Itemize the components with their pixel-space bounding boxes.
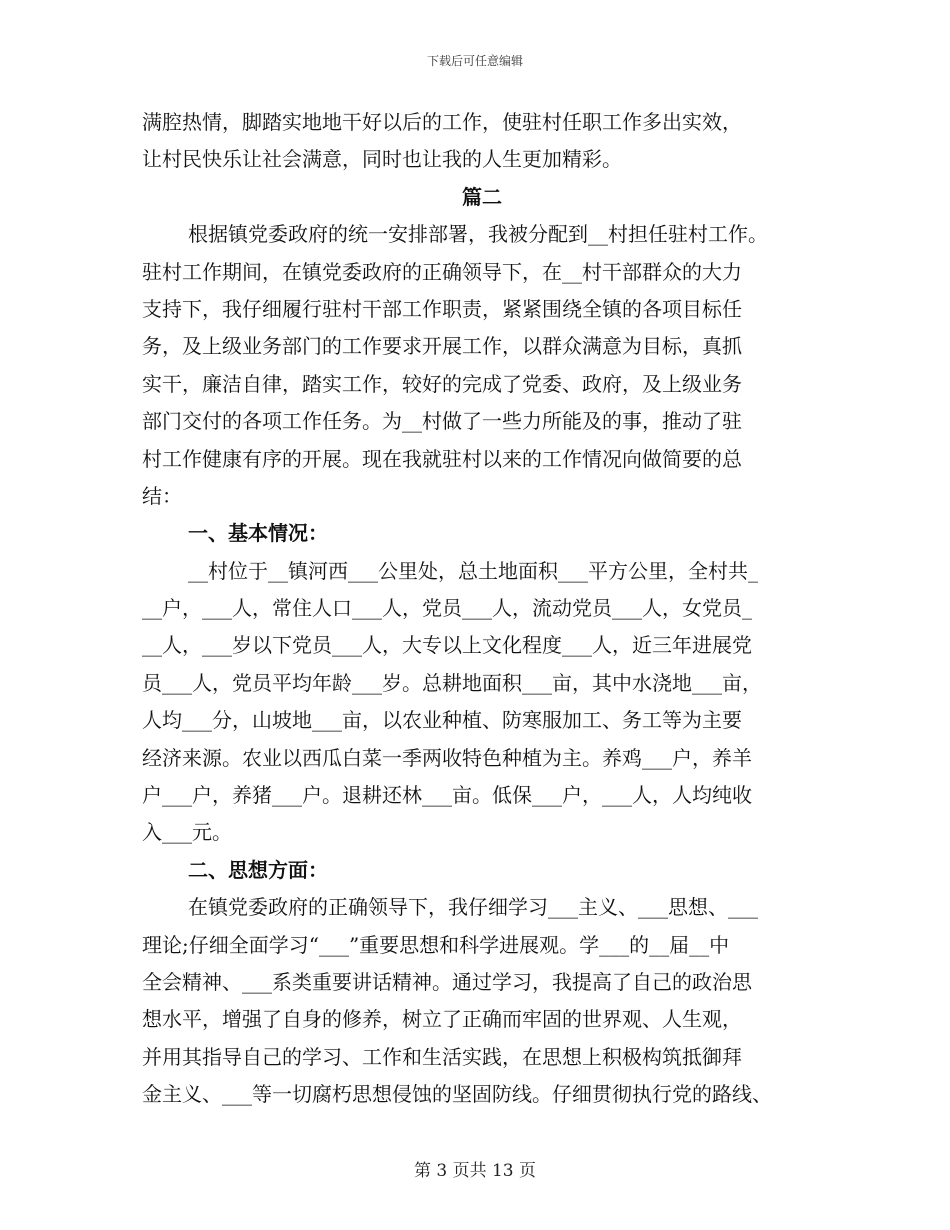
- section-heading: 一、基本情况：: [188, 521, 328, 546]
- text-line: 在镇党委政府的正确领导下，我仔细学习___主义、___思想、___: [188, 895, 758, 920]
- text-line: 人均___分，山坡地___亩，以农业种植、防寒服加工、务工等为主要: [142, 708, 742, 733]
- section-title: 篇二: [462, 184, 502, 209]
- text-line: 理论;仔细全面学习“___”重要思想和科学进展观。学___的__届__中: [142, 932, 730, 957]
- text-line: __村位于__镇河西___公里处，总土地面积___平方公里，全村共_: [188, 558, 758, 583]
- text-line: 村工作健康有序的开展。现在我就驻村以来的工作情况向做简要的总: [142, 446, 742, 471]
- document-body: [142, 104, 822, 1114]
- text-line: 部门交付的各项工作任务。为__村做了一些力所能及的事，推动了驻: [142, 409, 742, 434]
- text-line: __人，___岁以下党员___人，大专以上文化程度___人，近三年进展党: [142, 633, 752, 658]
- text-line: 支持下，我仔细履行驻村干部工作职责，紧紧围绕全镇的各项目标任: [142, 296, 742, 321]
- text-line: 满腔热情，脚踏实地地干好以后的工作，使驻村任职工作多出实效，: [142, 110, 742, 134]
- text-line: 想水平，增强了自身的修养，树立了正确而牢固的世界观、人生观，: [142, 1007, 742, 1032]
- text-line: 让村民快乐让社会满意，同时也让我的人生更加精彩。: [142, 147, 622, 172]
- page-number: 第 3 页共 13 页: [413, 1161, 537, 1181]
- text-line: 并用其指导自己的学习、工作和生活实践，在思想上积极构筑抵御拜: [142, 1044, 742, 1069]
- section-heading: 二、思想方面：: [188, 857, 328, 882]
- text-line: __户，___人，常住人口___人，党员___人，流动党员___人，女党员_: [142, 596, 752, 621]
- text-line: 务，及上级业务部门的工作要求开展工作，以群众满意为目标，真抓: [142, 334, 742, 359]
- text-line: 入___元。: [142, 820, 232, 845]
- text-line: 根据镇党委政府的统一安排部署，我被分配到__村担任驻村工作。: [188, 222, 768, 247]
- text-line: 金主义、___等一切腐朽思想侵蚀的坚固防线。仔细贯彻执行党的路线、: [142, 1082, 772, 1107]
- text-line: 实干，廉洁自律，踏实工作，较好的完成了党委、政府，及上级业务: [142, 371, 742, 396]
- page-header: 下载后可任意编辑: [426, 54, 523, 68]
- text-line: 驻村工作期间，在镇党委政府的正确领导下，在__村干部群众的大力: [142, 259, 742, 284]
- text-line: 全会精神、___系类重要讲话精神。通过学习，我提高了自己的政治思: [142, 969, 752, 994]
- text-line: 经济来源。农业以西瓜白菜一季两收特色种植为主。养鸡___户，养羊: [142, 745, 752, 770]
- text-line: 结：: [142, 483, 182, 508]
- text-line: 户___户，养猪___户。退耕还林___亩。低保___户，___人，人均纯收: [142, 783, 752, 808]
- text-line: 员___人，党员平均年龄___岁。总耕地面积___亩，其中水浇地___亩，: [142, 670, 762, 695]
